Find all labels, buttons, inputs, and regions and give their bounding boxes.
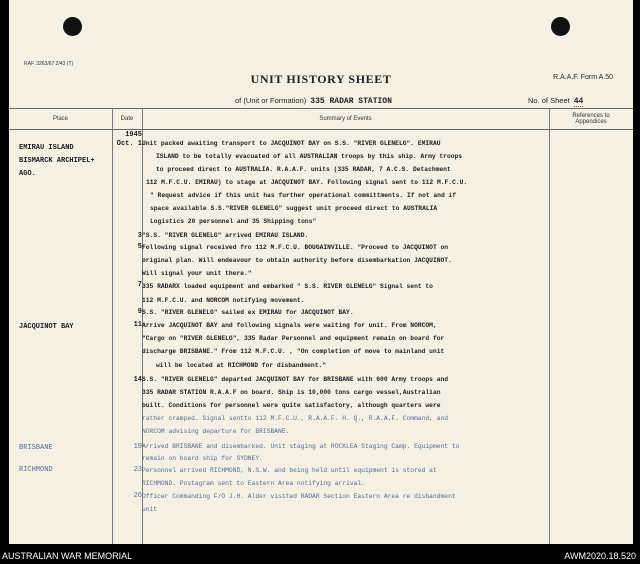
unit-field bbox=[235, 96, 392, 106]
date-entry: 14 bbox=[133, 376, 142, 384]
date-entry: 7 bbox=[137, 281, 142, 289]
summary-line: Will signal your unit there." bbox=[142, 270, 252, 277]
header-place: Place bbox=[52, 116, 68, 122]
place-entry: BISMARCK ARCHIPEL+ bbox=[19, 157, 95, 165]
table-header-rule bbox=[9, 129, 633, 130]
summary-line: 112 M.F.C.U. EMIRAU) to stage at JACQUINOT BAY. Following signal sent to 112 M.F.C.U. bbox=[146, 179, 468, 186]
date-entry: 23 bbox=[133, 466, 142, 474]
summary-line: will be located at RICHMOND for disbandment." bbox=[156, 362, 327, 369]
summary-line: Following signal received fro 112 M.F.C.U. BOUGAINVILLE. "Proceed to JACQUINOT on bbox=[142, 244, 449, 251]
date-entry: 26 bbox=[133, 492, 142, 500]
place-entry: RICHMOND bbox=[19, 466, 53, 474]
punch-hole bbox=[63, 17, 82, 36]
accession-number: AWM2020.18.520 bbox=[564, 551, 636, 561]
sheet-label: No. of Sheet bbox=[528, 96, 570, 105]
place-entry: AGO. bbox=[19, 170, 36, 178]
summary-line: Unit packed awaiting transport to JACQUINOT BAY on S.S. "RIVER GLENELG". EMIRAU bbox=[142, 140, 441, 147]
summary-line: Arrive JACQUINOT BAY and following signals were waiting for unit. From NORCOM, bbox=[142, 322, 437, 329]
summary-line: built. Conditions for personnel were quite satisfactory, although quarters were bbox=[142, 402, 441, 409]
summary-line: Arrived BRISBANE and disembarked. Unit staging at ROCKLEA Staging Camp. Equipment to bbox=[142, 443, 460, 450]
form-code: RAF. 3263/67 2/43 (T) bbox=[24, 61, 74, 67]
summary-line: S.S. "RIVER GLENELG" departed JACQUINOT BAY for BRISBANE with 600 Army troops and bbox=[142, 376, 449, 383]
place-entry: BRISBANE bbox=[19, 444, 53, 452]
unit-history-sheet bbox=[9, 0, 633, 544]
form-reference: R.A.A.F. Form A.50 bbox=[553, 74, 613, 81]
summary-line: Officer Commanding F/O J.H. Alder visited RADAR Section Eastern Area re disbandment bbox=[142, 493, 456, 500]
header-references: References to Appendices bbox=[572, 113, 610, 125]
summary-line: NORCOM advising departure for BRISBANE. bbox=[142, 428, 290, 435]
caption-bar bbox=[0, 549, 640, 564]
summary-line: Logistics 20 personnel and 35 Shipping tons" bbox=[150, 218, 317, 225]
date-entry: 9 bbox=[137, 308, 142, 316]
summary-line: discharge BRISBANE." From 112 M.F.C.U. , "On completion of move to mainland unit bbox=[142, 348, 445, 355]
summary-line: ISLAND to be totally evacuated of all AUSTRALIAN troops by this ship. Army troops bbox=[156, 153, 463, 160]
date-entry: 3 bbox=[137, 232, 142, 240]
header-summary: Summary of Events bbox=[319, 116, 372, 122]
table-top-rule bbox=[9, 108, 633, 109]
place-entry: EMIRAU ISLAND bbox=[19, 144, 74, 152]
unit-label: of (Unit or Formation) bbox=[235, 96, 307, 105]
summary-line: remain on board ship for SYDNEY. bbox=[142, 455, 263, 462]
sheet-title: UNIT HISTORY SHEET bbox=[250, 72, 392, 86]
summary-line: "S.S. "RIVER GLENELG" arrived EMIRAU ISLAND. bbox=[142, 232, 309, 239]
summary-line: 335 RADARX loaded equipment and embarked " S.S. RIVER GLENELG" Signal sent to bbox=[142, 283, 433, 290]
sheet-number: 44 bbox=[573, 97, 584, 106]
date-entry: Oct. 1 bbox=[116, 140, 142, 148]
column-divider bbox=[549, 108, 550, 544]
summary-line: S.S. "RIVER GLENELG" sailed ex EMIRAU for JACQUINOT BAY. bbox=[142, 309, 354, 316]
punch-hole bbox=[551, 17, 570, 36]
unit-name: 335 RADAR STATION bbox=[310, 97, 392, 106]
date-entry: 5 bbox=[137, 243, 142, 251]
date-entry: 11 bbox=[133, 321, 142, 329]
place-entry: JACQUINOT BAY bbox=[19, 323, 74, 331]
summary-line: original plan. Will endeavour to obtain authority before disembarkation JACQUINOT. bbox=[142, 257, 452, 264]
summary-line: unit bbox=[142, 506, 158, 513]
date-year: 1945 bbox=[125, 131, 142, 139]
header-date: Date bbox=[120, 116, 134, 122]
summary-line: RICHMOND. Postagram sent to Eastern Area notifying arrival. bbox=[142, 480, 365, 487]
summary-line: 112 M.F.C.U. and NORCOM notifying movement. bbox=[142, 297, 305, 304]
sheet-number-field bbox=[528, 96, 583, 106]
archive-credit: AUSTRALIAN WAR MEMORIAL bbox=[2, 551, 133, 561]
summary-line: "Cargo on "RIVER GLENELG", 335 Radar Personnel and equipment remain on board for bbox=[142, 335, 445, 342]
summary-line: 335 RADAR STATION R.A.A.F on board. Ship is 10,000 tons cargo vessel,Australian bbox=[142, 389, 441, 396]
date-entry: 19 bbox=[133, 443, 142, 451]
summary-line: " Request advice if this unit has further operational committments. If not and if bbox=[150, 192, 457, 199]
summary-line: Personnel arrived RICHMOND, N.S.W. and being held until equipment is stored at bbox=[142, 467, 437, 474]
summary-line: space available S.S."RIVER GLENELG" suggest unit proceed direct to AUSTRALIA bbox=[150, 205, 438, 212]
summary-line: to proceed direct to AUSTRALIA. R.A.A.F. units (335 RADAR, 7 A.C.S. Detachment bbox=[156, 166, 451, 173]
summary-line: rather cramped. Signal sentto 112 M.F.C.U., R.A.A.F. H. Q., R.A.A.F. Command, and bbox=[142, 415, 449, 422]
